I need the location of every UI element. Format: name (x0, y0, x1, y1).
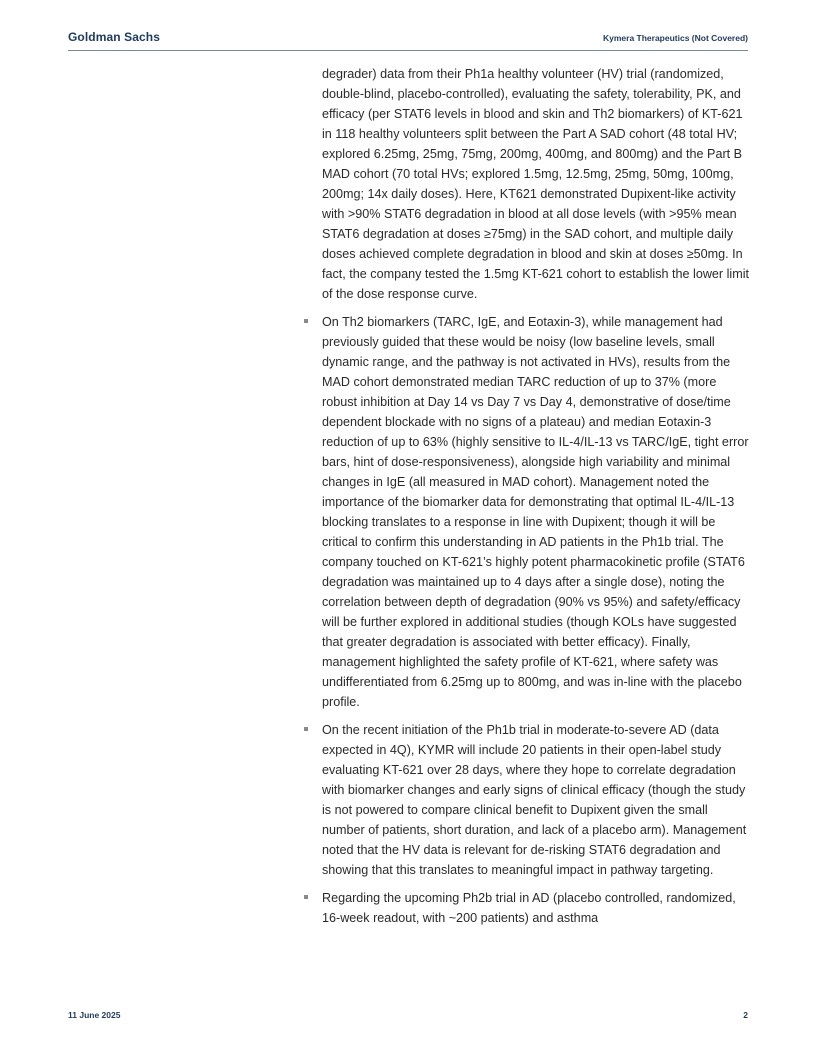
body-text (322, 64, 750, 936)
bullet-item (322, 312, 750, 712)
brand-name: Goldman Sachs (68, 30, 160, 44)
page-number: 2 (743, 1010, 748, 1020)
bullet-item (322, 888, 750, 928)
bullet-text: On Th2 biomarkers (TARC, IgE, and Eotaxin-3), while management had previously guided that these would be noisy (low baseline levels, small dynamic range, and the pathway is not activated in HVs), results from the MAD cohort demonstrated median TARC reduction of up to 37% (more robust inhibition at Day 14 vs Day 7 vs Day 4, demonstrative of dose/time dependent blockade with no signs of a plateau) and median Eotaxin-3 reduction of up to 63% (highly sensitive to IL-4/IL-13 vs TARC/IgE, tight error bars, hint of dose-responsiveness), alongside high variability and minimal changes in IgE (all measured in MAD cohort). Management noted the importance of the biomarker data for demonstrating that optimal IL-4/IL-13 blocking translates to a response in line with Dupixent; though it will be critical to confirm this understanding in AD patients in the Ph1b trial. The company touched on KT-621’s highly potent pharmacokinetic profile (STAT6 degradation was maintained up to 4 days after a single dose), noting the correlation between depth of degradation (90% vs 95%) and safety/efficacy will be further explored in additional studies (though KOLs have suggested that greater degradation is associated with better efficacy). Finally, management highlighted the safety profile of KT-621, where safety was undifferentiated from 6.25mg up to 800mg, and was in-line with the placebo profile. (322, 315, 749, 709)
bullet-text: Regarding the upcoming Ph2b trial in AD (placebo controlled, randomized, 16-week readout, with ~200 patients) and asthma (322, 891, 736, 925)
bullet-text: On the recent initiation of the Ph1b trial in moderate-to-severe AD (data expected in 4Q), KYMR will include 20 patients in their open-label study evaluating KT-621 over 28 days, where they hope to correlate degradation with biomarker changes and early signs of clinical efficacy (though the study is not powered to compare clinical benefit to Dupixent given the small number of patients, short duration, and lack of a placebo arm). Management noted that the HV data is relevant for de-risking STAT6 degradation and showing that this translates to meaningful impact in pathway targeting. (322, 723, 747, 877)
bullet-marker-icon (304, 895, 308, 899)
bullet-marker-icon (304, 319, 308, 323)
page-header (68, 30, 748, 51)
bullet-item (322, 720, 750, 880)
publication-date: 11 June 2025 (68, 1010, 121, 1020)
bullet-marker-icon (304, 727, 308, 731)
report-subject: Kymera Therapeutics (Not Covered) (602, 33, 748, 43)
intro-paragraph: degrader) data from their Ph1a healthy volunteer (HV) trial (randomized, double-blind, placebo-controlled), evaluating the safety, tolerability, PK, and efficacy (per STAT6 levels in blood and skin and Th2 biomarkers) of KT-621 in 118 healthy volunteers split between the Part A SAD cohort (48 total HV; explored 6.25mg, 25mg, 75mg, 200mg, 400mg, and 800mg) and the Part B MAD cohort (70 total HVs; explored 1.5mg, 12.5mg, 25mg, 50mg, 100mg, 200mg; 14x daily doses). Here, KT621 demonstrated Dupixent-like activity with >90% STAT6 degradation in blood at all dose levels (with >95% mean STAT6 degradation at doses ≥75mg) in the SAD cohort, and multiple daily doses achieved complete degradation in blood and skin at doses ≥50mg. In fact, the company tested the 1.5mg KT-621 cohort to establish the lower limit of the dose response curve. (322, 67, 750, 301)
